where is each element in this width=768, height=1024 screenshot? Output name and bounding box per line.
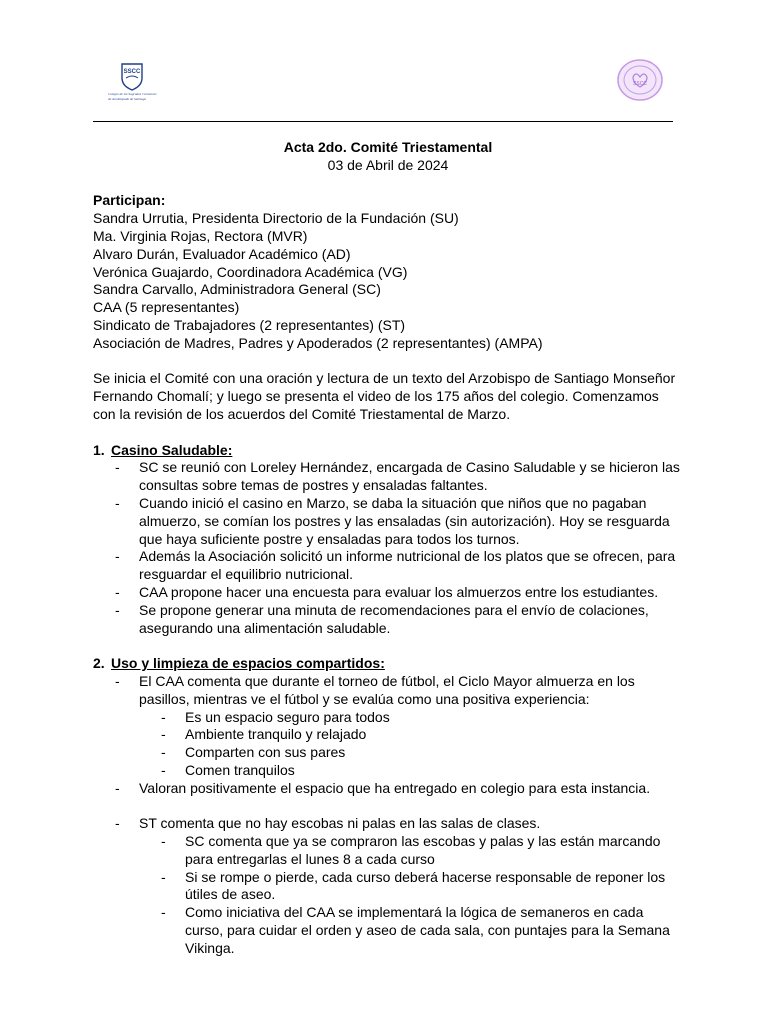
svg-text:SSCC: SSCC (123, 69, 141, 75)
participant: CAA (5 representantes) (93, 299, 240, 316)
school-logo (106, 62, 166, 104)
header-divider (93, 121, 673, 122)
section-1-heading (93, 442, 683, 460)
sub-list-item: - Es un espacio seguro para todos (185, 709, 683, 727)
sub-list-item: - Como iniciativa del CAA se implementará la lógica de semaneros en cada curso, para cuidar el orden y aseo de cada sala, con puntajes para la Semana Vikinga. (185, 904, 683, 957)
section-title: Uso y limpieza de espacios compartidos: (111, 655, 385, 672)
list-item: - CAA propone hacer una encuesta para evaluar los almuerzos entre los estudiantes. (139, 584, 683, 602)
section-title: Casino Saludable: (111, 441, 233, 458)
participant: Asociación de Madres, Padres y Apoderados (2 representantes) (AMPA) (93, 334, 543, 351)
section-number: 2. (93, 655, 105, 672)
list-item-text: El CAA comenta que durante el torneo de fútbol, el Ciclo Mayor almuerza en los pasillos, mientras ve el fútbol y se evalúa como una positiva experiencia: (139, 672, 635, 707)
document-title: Acta 2do. Comité Triestamental (283, 139, 493, 155)
section-2-list-continued (93, 815, 683, 957)
participant: Sandra Carvallo, Administradora General (SC) (93, 281, 381, 298)
participant: Sandra Urrutia, Presidenta Directorio de la Fundación (SU) (93, 210, 459, 227)
participant: Alvaro Durán, Evaluador Académico (AD) (93, 245, 351, 262)
list-item: - Además la Asociación solicitó un informe nutricional de los platos que se ofrecen, para resguardar el equilibrio nutricional. (139, 548, 683, 584)
sub-list (139, 709, 683, 780)
list-item (139, 815, 683, 957)
document-body (93, 139, 683, 958)
sub-list-item: - Si se rompe o pierde, cada curso deberá hacerse responsable de reponer los útiles de aseo. (185, 869, 683, 905)
seal-logo (614, 57, 666, 103)
list-item: - Se propone generar una minuta de recomendaciones para el envío de colaciones, asegurando una alimentación saludable. (139, 602, 683, 638)
participant: Sindicato de Trabajadores (2 representantes) (ST) (93, 316, 406, 333)
list-item (139, 673, 683, 780)
list-item: - SC se reunió con Loreley Hernández, encargada de Casino Saludable y se hicieron las consultas sobre temas de postres y ensaladas faltantes. (139, 459, 683, 495)
section-number: 1. (93, 441, 105, 458)
list-item: - Valoran positivamente el espacio que ha entregado en colegio para esta instancia. (139, 780, 683, 798)
participants-heading: Participan: (93, 192, 166, 209)
list-item-text: ST comenta que no hay escobas ni palas en las salas de clases. (139, 815, 541, 832)
section-2-list (93, 673, 683, 798)
participant: Verónica Guajardo, Coordinadora Académica (VG) (93, 263, 408, 280)
participants-list (93, 210, 683, 352)
svg-text:SSCC: SSCC (633, 81, 647, 87)
participant: Ma. Virginia Rojas, Rectora (MVR) (93, 227, 308, 244)
sub-list-item: - Comen tranquilos (185, 762, 683, 780)
document-date: 03 de Abril de 2024 (327, 156, 449, 173)
sub-list-item: - Ambiente tranquilo y relajado (185, 726, 683, 744)
svg-text:Colegio de los Sagrados Corazo: Colegio de los Sagrados Corazones (108, 92, 157, 96)
sub-list (139, 833, 683, 958)
sub-list-item: - SC comenta que ya se compraron las escobas y palas y las están marcando para entregarlas el lunes 8 a cada curso (185, 833, 683, 869)
svg-text:de Arzobispado de Santiago: de Arzobispado de Santiago (108, 97, 147, 101)
section-1-list (93, 459, 683, 637)
section-2-heading (93, 655, 683, 673)
sub-list-item: - Comparten con sus pares (185, 744, 683, 762)
list-item: - Cuando inició el casino en Marzo, se daba la situación que niños que no pagaban almuerzo, se comían los postres y las ensaladas (sin autorización). Hoy se resguarda que haya suficiente postre y ensaladas para todos los turnos. (139, 495, 683, 548)
intro-paragraph: Se inicia el Comité con una oración y lectura de un texto del Arzobispo de Santiago Monseñor Fernando Chomalí; y luego se presenta el video de los 175 años del colegio. Comenzamos con la revisión de los acuerdos del Comité Triestamental de Marzo. (93, 370, 676, 422)
